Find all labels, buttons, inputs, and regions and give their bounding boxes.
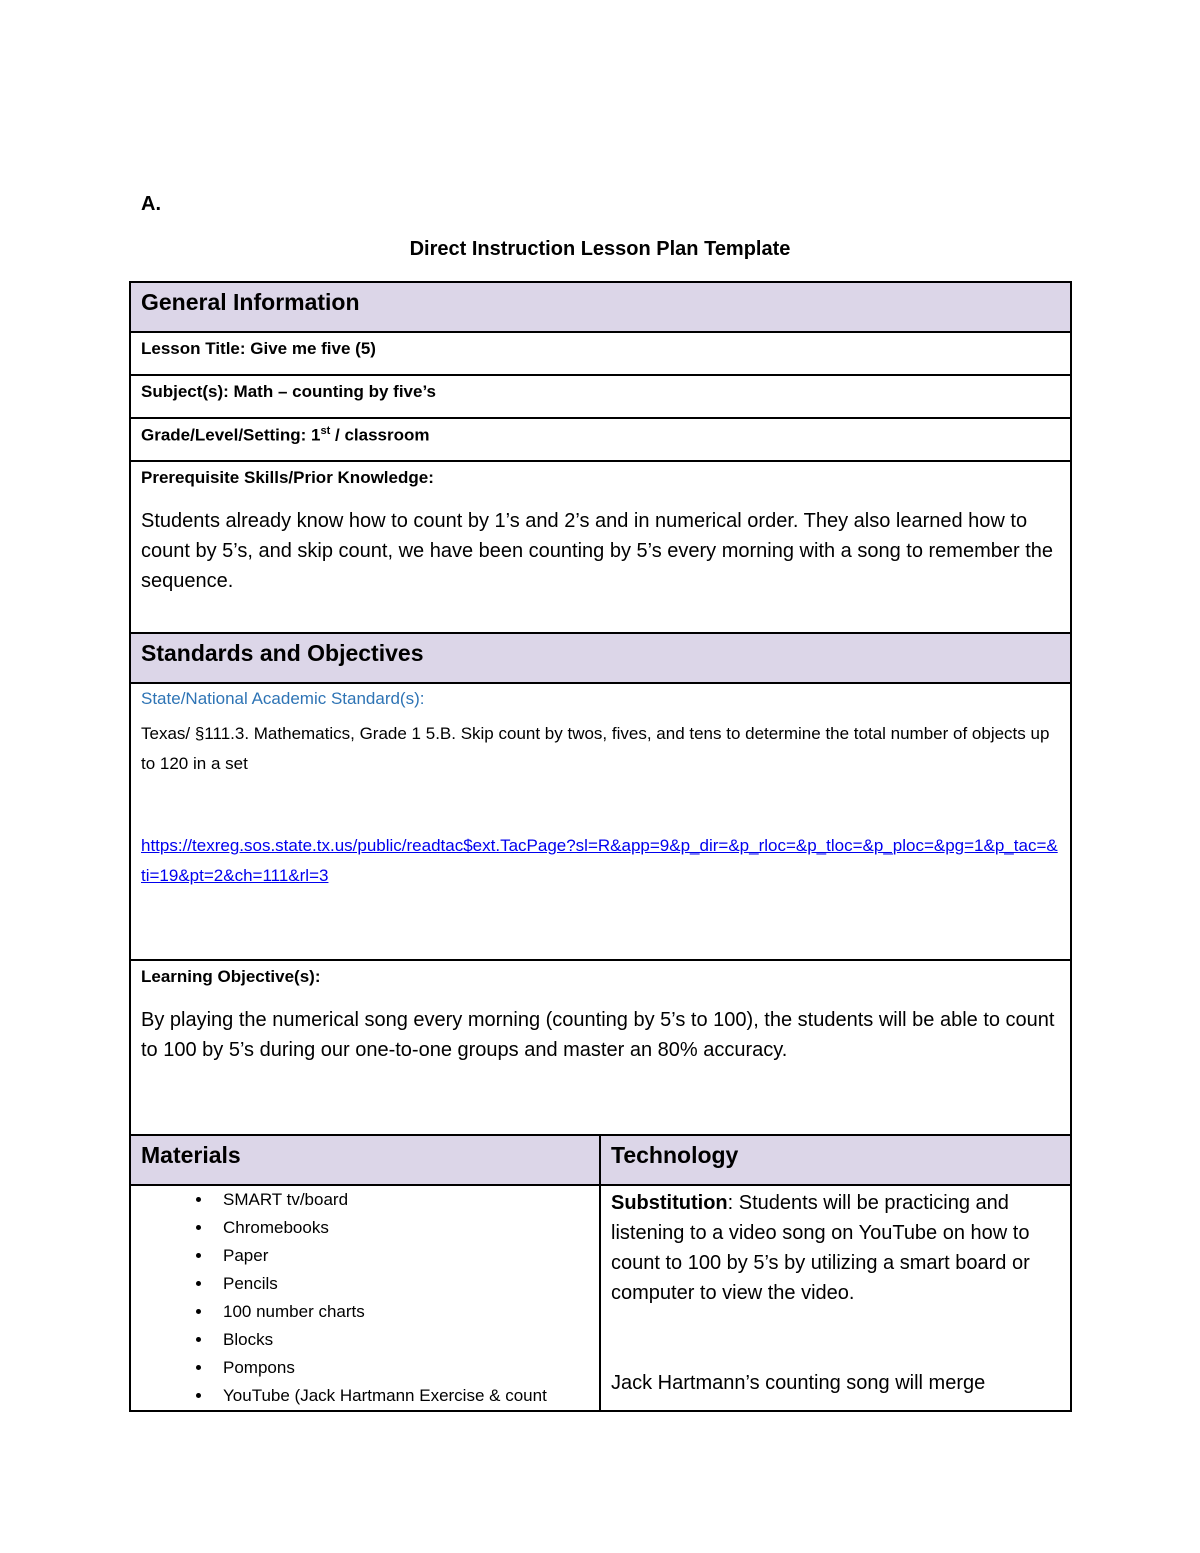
materials-cell	[130, 1185, 600, 1411]
prereq-cell	[130, 461, 1071, 633]
substitution-text: : Students will be practicing and listening to a video song on YouTube on how to count to 100 by 5’s by utilizing a smart board or computer to view the video.	[611, 1192, 1030, 1304]
subjects-cell	[130, 375, 1071, 418]
technology-substitution	[611, 1188, 1060, 1308]
general-info-header-text: General Information	[141, 289, 360, 315]
materials-item: • Pompons	[213, 1354, 589, 1382]
standard-row	[130, 683, 1071, 960]
materials-item: • 100 number charts	[213, 1298, 589, 1326]
objective-row	[130, 960, 1071, 1135]
technology-second-text: Jack Hartmann’s counting song will merge	[611, 1372, 986, 1394]
materials-technology-header-row	[130, 1135, 1071, 1185]
document-title: Direct Instruction Lesson Plan Template	[409, 238, 791, 260]
technology-header	[600, 1135, 1071, 1185]
materials-header-text: Materials	[141, 1142, 241, 1168]
materials-header	[130, 1135, 600, 1185]
section-letter: A.	[141, 193, 161, 215]
standard-link[interactable]: https://texreg.sos.state.tx.us/public/readtac$ext.TacPage?sl=R&app=9&p_dir=&p_rloc=&p_tloc=&p_ploc=&pg=1&p_tac=&ti=19&pt=2&ch=111&rl=3	[141, 836, 1058, 885]
subjects-row	[130, 375, 1071, 418]
general-info-header	[130, 282, 1071, 332]
lesson-title: Lesson Title: Give me five (5)	[141, 339, 376, 358]
standard-cell	[130, 683, 1071, 960]
objective-cell	[130, 960, 1071, 1135]
standards-header-text: Standards and Objectives	[141, 640, 424, 666]
general-info-header-row	[130, 282, 1071, 332]
standards-header	[130, 633, 1071, 683]
grade-suffix: / classroom	[330, 425, 430, 445]
technology-header-text: Technology	[611, 1142, 739, 1168]
lesson-title-cell	[130, 332, 1071, 375]
objective-label: Learning Objective(s):	[141, 967, 321, 986]
grade-level-setting	[141, 419, 1060, 446]
grade-cell	[130, 418, 1071, 461]
materials-list	[141, 1186, 589, 1410]
materials-item: • Paper	[213, 1242, 589, 1270]
lesson-title-row	[130, 332, 1071, 375]
grade-superscript: st	[320, 425, 331, 437]
prereq-label: Prerequisite Skills/Prior Knowledge:	[141, 468, 434, 487]
materials-item: • Blocks	[213, 1326, 589, 1354]
standards-header-row	[130, 633, 1071, 683]
grade-row	[130, 418, 1071, 461]
materials-item: • Chromebooks	[213, 1214, 589, 1242]
materials-item: • YouTube (Jack Hartmann Exercise & count	[213, 1382, 589, 1410]
materials-item: • Pencils	[213, 1270, 589, 1298]
standard-text: Texas/ §111.3. Mathematics, Grade 1 5.B. Skip count by twos, fives, and tens to determine the total number of objects up to 120 in a set	[141, 724, 1050, 773]
standard-label: State/National Academic Standard(s):	[141, 689, 425, 708]
subjects: Subject(s): Math – counting by five’s	[141, 382, 437, 401]
objective-text: By playing the numerical song every morning (counting by 5’s to 100), the students will be able to count to 100 by 5’s during our one-to-one groups and master an 80% accuracy.	[141, 1009, 1055, 1061]
technology-cell	[600, 1185, 1071, 1411]
substitution-label: Substitution	[611, 1192, 728, 1214]
materials-technology-row	[130, 1185, 1071, 1411]
prereq-text: Students already know how to count by 1’s and 2’s and in numerical order. They also learned how to count by 5’s, and skip count, we have been counting by 5’s every morning with a song to remember the sequence.	[141, 510, 1054, 592]
materials-item: • SMART tv/board	[213, 1186, 589, 1214]
lesson-plan-table	[129, 281, 1072, 1412]
prereq-row	[130, 461, 1071, 633]
grade-prefix: Grade/Level/Setting: 1	[141, 425, 321, 445]
